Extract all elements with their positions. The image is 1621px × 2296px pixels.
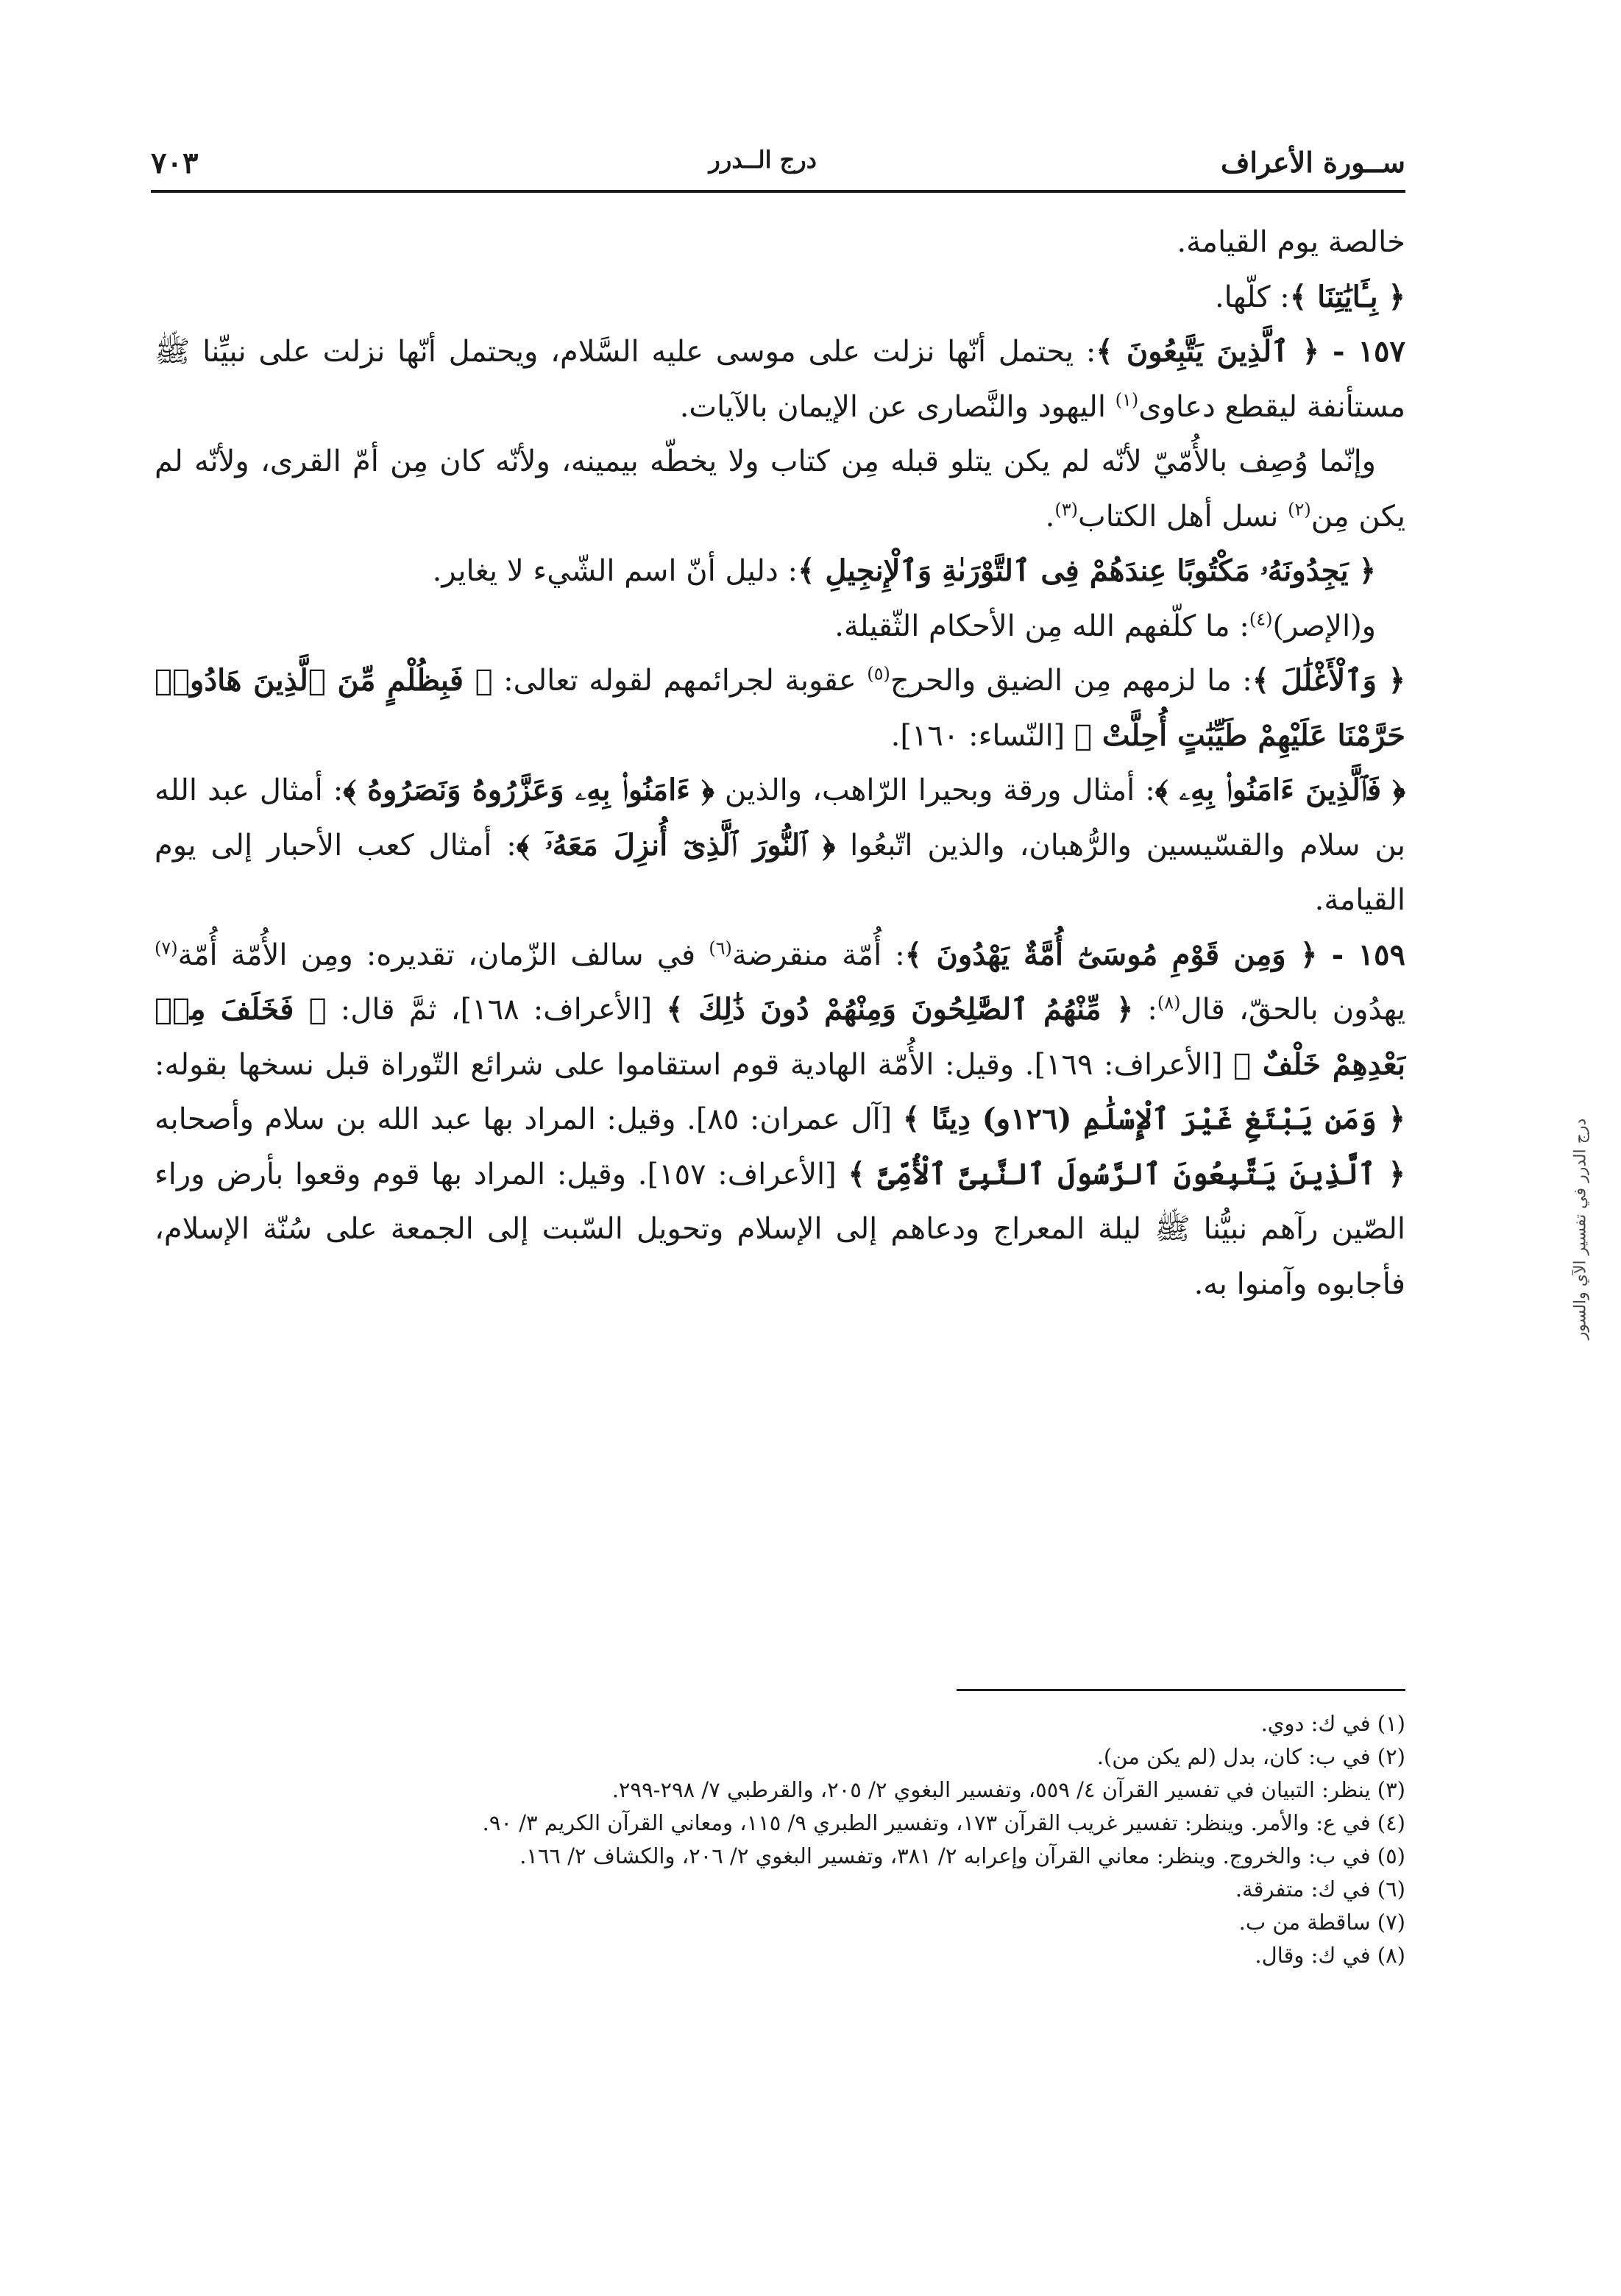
book-title: درج الــدرر <box>709 146 817 174</box>
footnote-ref: (٤) <box>1249 609 1273 630</box>
footnote: (٧) ساقطة من ب. <box>1238 1910 1405 1935</box>
footnotes <box>155 1707 1405 1972</box>
verse-number: ١٥٩ - <box>1317 937 1406 972</box>
paragraph: ﴿ بِـَٔايَٰتِنَا ﴾: كلّها. <box>1214 279 1405 314</box>
quran-quote: ﴿ وَمِن قَوْمِ مُوسَىٰٓ أُمَّةٌ يَهْدُونَ ﴾ <box>904 937 1318 972</box>
footnote-separator <box>957 1689 1405 1691</box>
quran-quote: ﴿ ٱلَّذِينَ يَتَّبِعُونَ ٱلرَّسُولَ ٱلنَّبِىَّ ٱلْأُمِّىَّ ﴾ <box>848 1156 1405 1191</box>
footnote: (٦) في ك: متفرقة. <box>1235 1877 1405 1902</box>
quran-quote: ﴿ وَٱلْأَغْلَٰلَ ﴾ <box>1252 663 1406 698</box>
header-rule <box>151 190 1405 193</box>
page-header <box>151 146 1405 188</box>
paragraph: ﴿ يَجِدُونَهُۥ مَكْتُوبًا عِندَهُمْ فِى ٱلتَّوْرَىٰةِ وَٱلْإِنجِيلِ ﴾: دليل أنّ اسم الشّيء لا يغاير. <box>432 553 1376 588</box>
quran-quote: ﴿ وَمَن يَبْتَغِ غَيْرَ ٱلْإِسْلَٰمِ (١٢٦و) دِينًا ﴾ <box>902 1102 1405 1136</box>
quran-quote: ﴿ ٱلنُّورَ ٱلَّذِىٓ أُنزِلَ مَعَهُۥٓ ﴾ <box>516 827 836 862</box>
page-number: ٧٠٣ <box>151 146 199 180</box>
paragraph: خالصة يوم القيامة. <box>1177 225 1405 259</box>
quran-quote: ﴿ فَبِظُلْمٍ مِّنَ ٱلَّذِينَ هَادُوا۟ حَرَّمْنَا عَلَيْهِمْ طَيِّبَٰتٍ أُحِلَّتْ ﴾ <box>155 663 1405 753</box>
quran-quote: ﴿ يَجِدُونَهُۥ مَكْتُوبًا عِندَهُمْ فِى ٱلتَّوْرَىٰةِ وَٱلْإِنجِيلِ ﴾ <box>797 553 1376 588</box>
main-text <box>155 215 1405 1311</box>
footnote-ref: (٦) <box>709 938 732 959</box>
paragraph: ﴿ وَٱلْأَغْلَٰلَ ﴾: ما لزمهم مِن الضيق والحرج$^{(٥)}$ عقوبة لجرائمهم لقوله تعالى: ﴿ فَبِظُلْمٍ مِّنَ ٱلَّذِينَ هَادُوا۟ حَرَّمْنَا عَلَيْهِمْ طَيِّبَٰتٍ أُحِلَّتْ ﴾ [النّساء: ١٦٠]. <box>155 663 1406 753</box>
footnote-ref: (٢) <box>1288 499 1311 520</box>
quran-quote: ﴿ مِّنْهُمُ ٱلصَّٰلِحُونَ وَمِنْهُمْ دُونَ ذَٰلِكَ ﴾ <box>666 992 1134 1027</box>
paragraph: ﴿ فَٱلَّذِينَ ءَامَنُوا۟ بِهِۦ ﴾: أمثال ورقة وبحيرا الرّاهب، والذين ﴿ ءَامَنُوا۟ بِهِۦ وَعَزَّرُوهُ وَنَصَرُوهُ ﴾: أمثال عبد الله بن سلام والقسّيسين والرُّهبان، والذين اتّبعُوا ﴿ ٱلنُّورَ ٱلَّذِىٓ أُنزِلَ مَعَهُۥٓ ﴾: أمثال كعب الأحبار إلى يوم القيامة. <box>155 773 1405 917</box>
footnote: (٣) ينظر: التبيان في تفسير القرآن ٤/ ٥٥٩، وتفسير البغوي ٢/ ٢٠٥، والقرطبي ٧/ ٢٩٨-٢٩٩. <box>611 1777 1405 1802</box>
footnote: (٢) في ب: كان، بدل (لم يكن من). <box>1096 1744 1405 1769</box>
quran-quote: ﴿ فَٱلَّذِينَ ءَامَنُوا۟ بِهِۦ ﴾ <box>1154 773 1405 807</box>
footnote: (٥) في ب: والخروج. وينظر: معاني القرآن وإعرابه ٢/ ٣٨١، وتفسير البغوي ٢/ ٢٠٦، والكشاف ٢/ ١٦٦. <box>519 1843 1405 1868</box>
margin-annotation: درج الدرر في تفسير الآي والسور <box>1571 1118 1590 1340</box>
footnote-ref: (٧) <box>155 938 178 959</box>
footnote: (٤) في ع: والأمر. وينظر: تفسير غريب القرآن ١٧٣، وتفسير الطبري ٩/ ١١٥، ومعاني القرآن الكريم ٣/ ٩٠. <box>482 1810 1405 1835</box>
quran-quote: ﴿ بِـَٔايَٰتِنَا ﴾ <box>1289 279 1405 314</box>
quran-quote: ﴿ فَخَلَفَ مِنۢ بَعْدِهِمْ خَلْفٌ ﴾ <box>155 992 1406 1082</box>
paragraph-verse-159: ١٥٩ - ﴿ وَمِن قَوْمِ مُوسَىٰٓ أُمَّةٌ يَهْدُونَ ﴾: أُمّة منقرضة$^{(٦)}$ في سالف الزّمان، تقديره: ومِن الأُمّة أُمّة$^{(٧)}$ يهدُون بالحقّ، قال$^{(٨)}$: ﴿ مِّنْهُمُ ٱلصَّٰلِحُونَ وَمِنْهُمْ دُونَ ذَٰلِكَ ﴾ [الأعراف: ١٦٨]، ثمَّ قال: ﴿ فَخَلَفَ مِنۢ بَعْدِهِمْ خَلْفٌ ﴾ [الأعراف: ١٦٩]. وقيل: الأُمّة الهادية قوم استقاموا على شرائع التّوراة قبل نسخها بقوله: ﴿ وَمَن يَبْتَغِ غَيْرَ ٱلْإِسْلَٰمِ (١٢٦و) دِينًا ﴾ [آل عمران: ٨٥]. وقيل: المراد بها عبد الله بن سلام وأصحابه ﴿ ٱلَّذِينَ يَتَّبِعُونَ ٱلرَّسُولَ ٱلنَّبِىَّ ٱلْأُمِّىَّ ﴾ [الأعراف: ١٥٧]. وقيل: المراد بها قوم وقعوا بأرض وراء الصّين رآهم نبيُّنا ﷺ ليلة المعراج ودعاهم إلى الإسلام وتحويل السّبت إلى الجمعة على سُنّة الإسلام، فأجابوه وآمنوا به. <box>155 937 1406 1301</box>
quran-quote: ﴿ ءَامَنُوا۟ بِهِۦ وَعَزَّرُوهُ وَنَصَرُوهُ ﴾ <box>343 773 714 807</box>
quran-quote: ﴿ ٱلَّذِينَ يَتَّبِعُونَ ﴾ <box>1096 334 1320 369</box>
footnote-ref: (٥) <box>867 663 890 684</box>
paragraph-verse-157: ١٥٧ - ﴿ ٱلَّذِينَ يَتَّبِعُونَ ﴾: يحتمل أنّها نزلت على موسى عليه السَّلام، ويحتمل أنّها نزلت على نبيِّنا ﷺ مستأنفة ليقطع دعاوى$^{(١)}$ اليهود والنَّصارى عن الإيمان بالآيات. <box>155 334 1406 424</box>
verse-number: ١٥٧ - <box>1319 334 1406 369</box>
footnote: (١) في ك: دوي. <box>1260 1711 1405 1736</box>
footnote-ref: (١) <box>1115 389 1139 411</box>
footnote-ref: (٨) <box>1157 992 1181 1013</box>
surah-title: ســورة الأعراف <box>1220 146 1405 179</box>
paragraph: وإنّما وُصِف بالأُمّيّ لأنّه لم يكن يتلو قبله مِن كتاب ولا يخطّه بيمينه، ولأنّه كان مِن أمّ القرى، ولأنّه لم يكن مِن$^{(٢)}$ نسل أهل الكتاب$^{(٣)}$. <box>155 444 1405 534</box>
footnote: (٨) في ك: وقال. <box>1255 1943 1405 1968</box>
footnote-ref: (٣) <box>1054 499 1079 520</box>
paragraph: و(الإصر)$^{(٤)}$: ما كلّفهم الله مِن الأحكام الثّقيلة. <box>834 609 1376 643</box>
